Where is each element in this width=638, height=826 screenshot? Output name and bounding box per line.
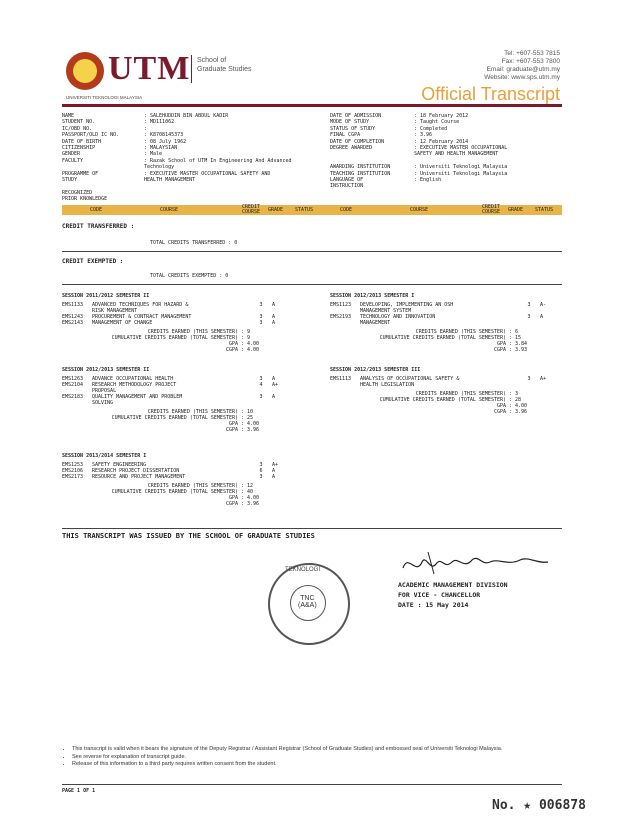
fax: Fax: +607-553 7800 [501, 58, 560, 65]
col-course: COURSE [160, 207, 179, 213]
course-credit [250, 400, 272, 406]
session-block [330, 367, 562, 415]
session-title: SESSION 2012/2013 SEMESTER III [330, 367, 421, 373]
divider [62, 528, 562, 529]
course-name: RESOURCE AND PROJECT MANAGEMENT [92, 474, 186, 480]
course-code [62, 400, 92, 406]
student-info-left [62, 113, 322, 202]
info-value: Technology [144, 164, 175, 171]
col-status-2: STATUS [535, 207, 554, 213]
info-label: INSTRUCTION [330, 183, 364, 190]
notes [62, 746, 562, 769]
info-label: RECOGNIZED [62, 189, 93, 196]
course-credit: 3 [259, 302, 263, 308]
credits-earned-value: : 12 [241, 483, 254, 489]
course-name: ADVANCE OCCUPATIONAL HEALTH [92, 376, 174, 382]
session-block [62, 293, 312, 353]
cgpa-row [62, 501, 312, 507]
cumulative-credits-label: CUMULATIVE CREDITS EARNED (TOTAL SEMESTER) [379, 397, 506, 403]
divider [191, 55, 192, 83]
cumulative-credits-value: : 28 [509, 397, 522, 403]
session-block [62, 367, 312, 433]
info-label: DATE OF ADMISSION [330, 113, 382, 119]
info-value: : 08 July 1962 [144, 138, 187, 145]
cumulative-credits-value: : 9 [241, 335, 251, 341]
info-value: : [144, 125, 148, 132]
divider [62, 284, 562, 285]
info-value: : MD111062 [144, 119, 175, 126]
session-title: SESSION 2013/2014 SEMESTER I [62, 453, 147, 459]
cumulative-credits-value: : 25 [241, 415, 254, 421]
session-title: SESSION 2012/2013 SEMESTER I [330, 293, 415, 299]
signature-date: DATE : 15 May 2014 [398, 601, 469, 609]
course-grade: A [272, 394, 276, 400]
info-value: : 18 February 2012 [414, 113, 469, 119]
course-code: EMS2183 [62, 394, 84, 400]
course-grade: A [272, 302, 276, 308]
credits-earned-label: CREDITS EARNED (THIS SEMESTER) [415, 329, 506, 335]
course-grade: A [272, 320, 276, 326]
course-credit: 4 [259, 382, 263, 388]
course-name: PROCUREMENT & CONTRACT MANAGEMENT [92, 314, 192, 320]
gpa-value: : 3.84 [509, 341, 528, 347]
credits-earned-label: CREDITS EARNED (THIS SEMESTER) [415, 391, 506, 397]
course-credit: 3 [527, 302, 531, 308]
cgpa-value: : 3.96 [241, 427, 260, 433]
course-name: DEVELOPING, IMPLEMENTING AN OSH [360, 302, 454, 308]
cumulative-credits-label: CUMULATIVE CREDITS EARNED (TOTAL SEMESTER) [379, 335, 506, 341]
course-name: RESEARCH PROJECT DISSERTATION [92, 468, 180, 474]
info-label: CITIZENSHIP [62, 144, 96, 151]
course-credit: 3 [527, 376, 531, 382]
credits-earned-value: : 9 [241, 329, 251, 335]
course-name: PROPOSAL [92, 388, 117, 394]
course-name: MANAGEMENT SYSTEM [360, 308, 412, 314]
info-value: : Completed [414, 125, 448, 132]
info-label: FINAL CGPA [330, 132, 361, 139]
page-number: PAGE 1 OF 1 [62, 788, 96, 794]
info-label: STUDY [62, 176, 78, 183]
cgpa-label: CGPA [493, 409, 506, 415]
session-block [330, 293, 562, 353]
col-code-2: CODE [340, 207, 353, 213]
cgpa-value: : 3.96 [241, 501, 260, 507]
info-row [330, 183, 570, 189]
course-grade: A [272, 468, 276, 474]
course-name: TECHNOLOGY AND INNOVATION [360, 314, 436, 320]
cgpa-value: : 3.93 [509, 347, 528, 353]
logo-emblem-icon [73, 59, 97, 83]
course-code: EMS2173 [62, 474, 84, 480]
course-code: EMS1263 [62, 376, 84, 382]
cumulative-credits-label: CUMULATIVE CREDITS EARNED (TOTAL SEMESTER) [111, 489, 238, 495]
course-grade [540, 382, 560, 388]
info-label: PRIOR KNOWLEDGE [62, 196, 108, 203]
info-label: DATE OF COMPLETION [330, 138, 385, 145]
course-grade: A+ [272, 462, 279, 468]
col-grade-2: GRADE [508, 207, 524, 213]
gpa-label: GPA [228, 341, 238, 347]
gpa-value: : 4.00 [241, 341, 260, 347]
gpa-value: : 4.00 [241, 421, 260, 427]
info-value: : Taught Course [414, 119, 460, 126]
cgpa-value: : 4.00 [241, 347, 260, 353]
course-name: HEALTH LEGISLATION [360, 382, 415, 388]
col-status: STATUS [295, 207, 314, 213]
course-credit: 3 [259, 474, 263, 480]
seal-top-text: TEKNOLOGI [285, 567, 321, 573]
info-label: DATE OF BIRTH [62, 138, 102, 145]
cgpa-value: : 3.96 [509, 409, 528, 415]
course-grade: A [272, 314, 276, 320]
info-label: PROGRAMME OF [62, 170, 99, 177]
credit-transferred-total: TOTAL CREDITS TRANSFERRED : 0 [150, 240, 238, 246]
gpa-label: GPA [496, 403, 506, 409]
course-grade: A- [540, 302, 547, 308]
course-code: EMS1123 [330, 302, 352, 308]
cgpa-label: CGPA [225, 427, 238, 433]
course-code: EMS1243 [62, 314, 84, 320]
info-value: : 12 February 2014 [414, 138, 469, 145]
footer-rule [62, 784, 562, 785]
gpa-label: GPA [228, 495, 238, 501]
credits-earned-value: : 3 [509, 391, 519, 397]
course-grade: A+ [540, 376, 547, 382]
credit-exempted-total: TOTAL CREDITS EXEMPTED : 0 [150, 273, 229, 279]
info-value: : EXECUTIVE MASTER OCCUPATIONAL SAFETY AND [144, 170, 271, 177]
info-row [62, 196, 322, 202]
info-label: IC/OBD NO. [62, 125, 93, 132]
course-name: SAFETY ENGINEERING [92, 462, 147, 468]
course-credit: 6 [259, 468, 263, 474]
course-code [330, 382, 360, 388]
info-value: : EXECUTIVE MASTER OCCUPATIONAL [414, 144, 508, 151]
col-course-2: COURSE [410, 207, 429, 213]
note-item: • This transcript is valid when it bears the signature of the Deputy Registrar / Assistant Registrar (School of Graduate Studies) and embossed seal of Universiti Teknologi Malaysia. [72, 746, 562, 754]
tel: Tel: +607-553 7815 [504, 50, 560, 57]
gpa-value: : 4.00 [509, 403, 528, 409]
info-value: : Universiti Teknologi Malaysia [414, 164, 508, 171]
divider [62, 251, 562, 252]
gpa-value: : 4.00 [241, 495, 260, 501]
course-credit: 3 [259, 314, 263, 320]
info-value: : 3.96 [414, 132, 433, 139]
session-title: SESSION 2011/2012 SEMESTER II [62, 293, 150, 299]
cumulative-credits-label: CUMULATIVE CREDITS EARNED (TOTAL SEMESTER) [111, 335, 238, 341]
cgpa-row [330, 409, 562, 415]
gpa-label: GPA [228, 421, 238, 427]
course-grade [540, 320, 560, 326]
credits-earned-label: CREDITS EARNED (THIS SEMESTER) [147, 483, 238, 489]
credits-earned-value: : 6 [509, 329, 519, 335]
course-name: SOLVING [92, 400, 114, 406]
cumulative-credits-value: : 40 [241, 489, 254, 495]
note-item: • See reverse for explanation of transcript guide. [72, 754, 562, 762]
utm-logo [66, 52, 104, 90]
info-value: HEALTH MANAGEMENT [144, 176, 196, 183]
course-name: MANAGEMENT OF CHANGE [92, 320, 153, 326]
course-row [62, 474, 312, 480]
info-label: NAME [62, 113, 75, 119]
info-value: : Male [144, 151, 163, 158]
credits-earned-value: : 10 [241, 409, 254, 415]
info-value: : Universiti Teknologi Malaysia [414, 170, 508, 177]
cgpa-label: CGPA [225, 347, 238, 353]
credits-earned-label: CREDITS EARNED (THIS SEMESTER) [147, 409, 238, 415]
course-credit: 3 [259, 376, 263, 382]
brand-wordmark: UTM [108, 50, 191, 87]
course-name: ADVANCED TECHNIQUES FOR HAZARD & [92, 302, 189, 308]
course-grade: A [272, 376, 276, 382]
course-name: QUALITY MANAGEMENT AND PROBLEM [92, 394, 183, 400]
course-code: EMS2104 [62, 382, 84, 388]
info-value: SAFETY AND HEALTH MANAGEMENT [414, 151, 499, 158]
school-line2: Graduate Studies [197, 66, 252, 73]
course-code: EMS1253 [62, 462, 84, 468]
website: Website: www.sps.utm.my [484, 74, 560, 81]
cgpa-label: CGPA [225, 501, 238, 507]
header-rule [62, 104, 562, 107]
signature-division: ACADEMIC MANAGEMENT DIVISION [398, 581, 508, 589]
course-grade: A+ [272, 382, 279, 388]
course-grade: A [540, 314, 544, 320]
info-label: DEGREE AWARDED [330, 144, 373, 151]
info-label: STUDENT NO. [62, 119, 96, 126]
email: Email: graduate@utm.my [486, 66, 560, 73]
course-grade [272, 400, 292, 406]
info-value: : Razak School of UTM In Engineering And Advanced [144, 157, 292, 164]
cgpa-label: CGPA [493, 347, 506, 353]
col-credit: CREDIT COURSE [241, 204, 261, 215]
info-value: : K8708145373 [144, 132, 184, 139]
cgpa-row [330, 347, 562, 353]
course-name: RISK MANAGEMENT [92, 308, 138, 314]
credit-transferred-heading: CREDIT TRANSFERRED : [62, 223, 135, 230]
info-label: FACULTY [62, 157, 84, 164]
course-credit [518, 320, 540, 326]
student-info-right [330, 113, 570, 190]
info-label: PASSPORT/OLD IC NO. [62, 132, 120, 139]
seal-center-line2: (A&A) [298, 602, 317, 609]
course-code: EMS1133 [62, 302, 84, 308]
col-credit-2: CREDIT COURSE [481, 204, 501, 215]
credits-earned-label: CREDITS EARNED (THIS SEMESTER) [147, 329, 238, 335]
course-code: EMS2143 [62, 320, 84, 326]
credit-exempted-heading: CREDIT EXEMPTED : [62, 258, 124, 265]
gpa-label: GPA [496, 341, 506, 347]
issued-statement: THIS TRANSCRIPT WAS ISSUED BY THE SCHOOL OF GRADUATE STUDIES [62, 532, 315, 540]
info-label: LANGUAGE OF [330, 176, 364, 183]
info-label: TEACHING INSTITUTION [330, 170, 391, 177]
cumulative-credits-value: : 15 [509, 335, 522, 341]
course-name: MANAGEMENT [360, 320, 391, 326]
info-value: : SALEHUDDIN BIN ABDUL KADIR [144, 113, 229, 119]
seal-center-text [298, 595, 317, 609]
col-grade: GRADE [268, 207, 284, 213]
info-value: : English [414, 176, 442, 183]
seal-center-line1: TNC [300, 595, 315, 602]
course-code: EMS2106 [62, 468, 84, 474]
signature-for: FOR VICE - CHANCELLOR [398, 591, 481, 599]
handwritten-signature [398, 548, 558, 578]
course-name: RESEARCH METHODOLOGY PROJECT [92, 382, 177, 388]
course-credit: 3 [259, 320, 263, 326]
cgpa-row [62, 347, 312, 353]
info-label: STATUS OF STUDY [330, 125, 376, 132]
info-label: GENDER [62, 151, 81, 158]
session-block [62, 453, 312, 507]
school-line1: School of [197, 57, 227, 64]
course-row [330, 382, 562, 388]
document-title: Official Transcript [421, 84, 560, 104]
cgpa-row [62, 427, 312, 433]
cumulative-credits-label: CUMULATIVE CREDITS EARNED (TOTAL SEMESTER) [111, 415, 238, 421]
info-label: MODE OF STUDY [330, 119, 370, 126]
course-credit: 3 [527, 314, 531, 320]
col-code: CODE [90, 207, 103, 213]
course-row [330, 320, 562, 326]
info-label: AWARDING INSTITUTION [330, 164, 391, 171]
course-credit [518, 382, 540, 388]
university-line: UNIVERSITI TEKNOLOGI MALAYSIA [66, 95, 143, 100]
course-code: EMS2193 [330, 314, 352, 320]
course-row [62, 320, 312, 326]
info-value: : MALAYSIAN [144, 144, 178, 151]
note-item: • Release of this information to a third party requires written consent from the student. [72, 761, 562, 769]
session-title: SESSION 2012/2013 SEMESTER II [62, 367, 150, 373]
course-code: EMS1113 [330, 376, 352, 382]
serial-number: No. ★ 006878 [492, 798, 586, 813]
course-grade: A [272, 474, 276, 480]
course-row [62, 400, 312, 406]
course-credit: 3 [259, 462, 263, 468]
course-credit: 3 [259, 394, 263, 400]
course-name: ANALYSIS OF OCCUPATIONAL SAFETY & [360, 376, 460, 382]
course-code [330, 320, 360, 326]
